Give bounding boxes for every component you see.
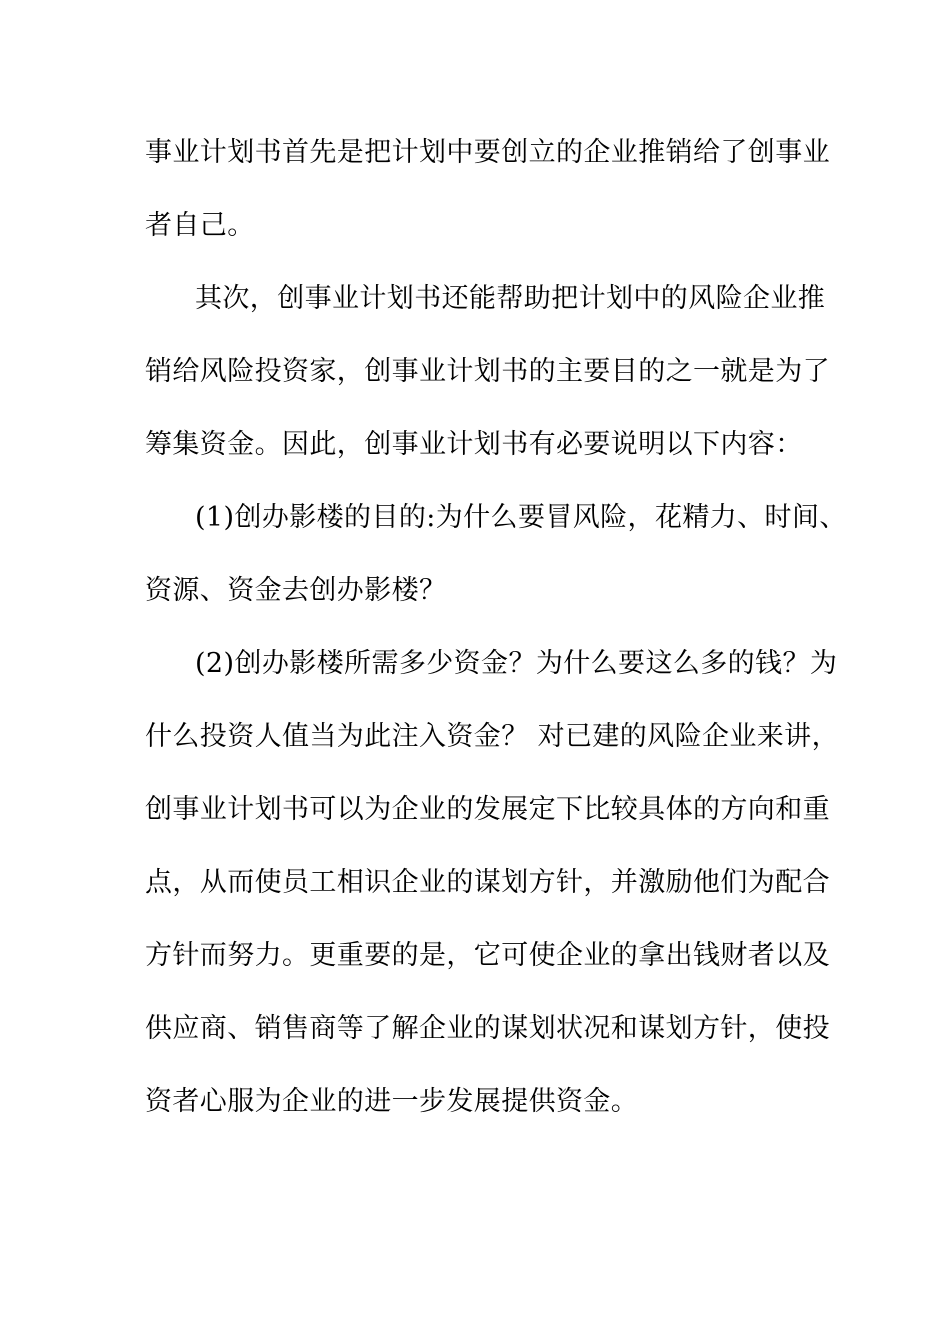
text-line: 供应商、销售商等了解企业的谋划状况和谋划方针，使投: [145, 1013, 830, 1044]
list-item-2-line: (2)创办影楼所需多少资金？为什么要这么多的钱？为: [195, 648, 838, 679]
text-line: 点，从而使员工相识企业的谋划方针，并激励他们为配合: [145, 867, 830, 898]
text-line: 事业计划书首先是把计划中要创立的企业推销给了创事业: [145, 137, 830, 168]
text-line: 什么投资人值当为此注入资金？ 对已建的风险企业来讲，: [145, 721, 839, 752]
text-line: 方针而努力。更重要的是，它可使企业的拿出钱财者以及: [145, 940, 830, 971]
paragraph-start-line: 其次，创事业计划书还能帮助把计划中的风险企业推: [195, 283, 826, 314]
list-item-1-line: (1)创办影楼的目的:为什么要冒风险，花精力、时间、: [195, 502, 847, 533]
text-line: 创事业计划书可以为企业的发展定下比较具体的方向和重: [145, 794, 830, 825]
text-line: 筹集资金。因此，创事业计划书有必要说明以下内容：: [145, 429, 803, 460]
text-line: 资者心服为企业的进一步发展提供资金。: [145, 1086, 639, 1117]
text-line: 者自己。: [145, 210, 255, 241]
text-line: 资源、资金去创办影楼？: [145, 575, 447, 606]
text-line: 销给风险投资家，创事业计划书的主要目的之一就是为了: [145, 356, 830, 387]
